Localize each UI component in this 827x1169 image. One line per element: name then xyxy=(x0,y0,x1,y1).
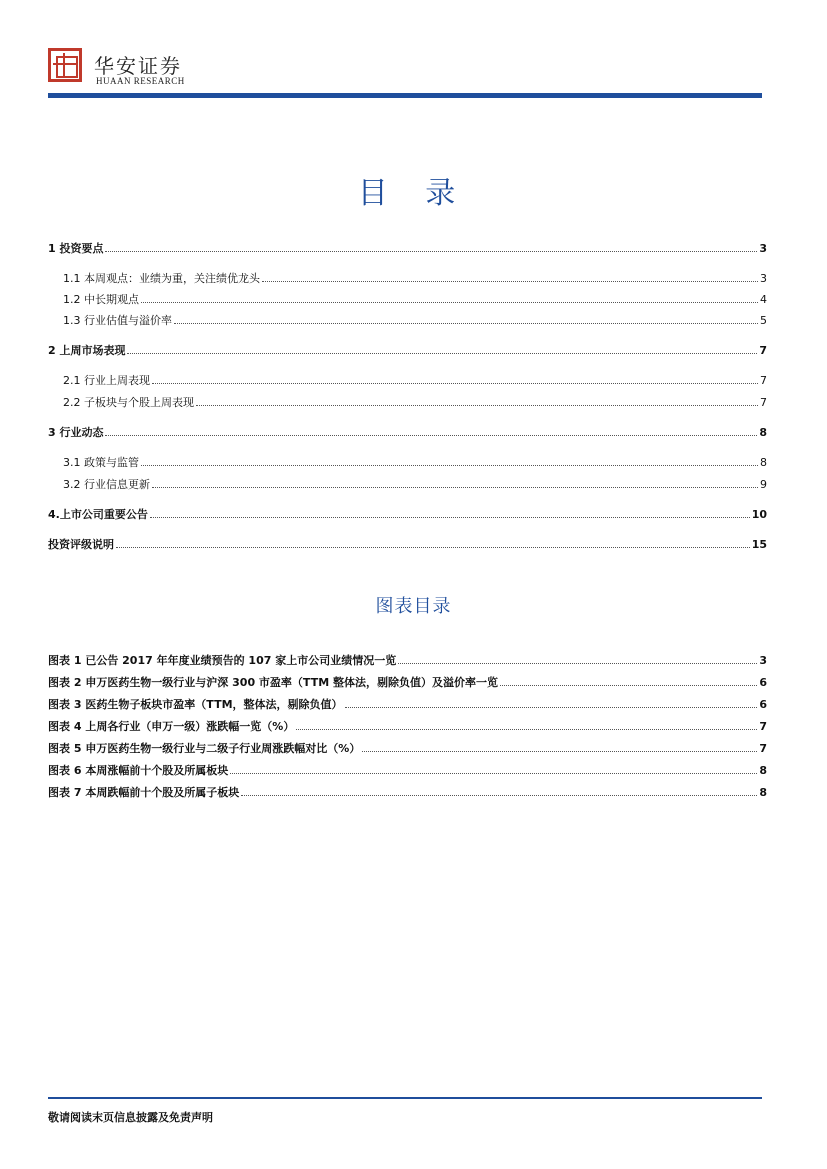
toc-entry-label: 1.3 行业估值与溢价率 xyxy=(63,314,172,327)
leader-dots xyxy=(362,751,757,752)
toc-entry-label: 3.2 行业信息更新 xyxy=(63,478,150,491)
leader-dots xyxy=(345,707,758,708)
figure-entry[interactable] xyxy=(48,763,767,779)
figure-entry-page: 6 xyxy=(759,676,767,689)
figure-entry[interactable] xyxy=(48,719,767,735)
toc-entry-label: 4.上市公司重要公告 xyxy=(48,508,148,521)
toc-title: 目 录 xyxy=(357,176,470,211)
leader-dots xyxy=(116,547,750,548)
toc-entry-page: 5 xyxy=(760,314,767,327)
leader-dots xyxy=(105,435,757,436)
figure-entry[interactable] xyxy=(48,653,767,669)
figure-entry-page: 7 xyxy=(759,742,767,755)
toc-entry-label: 2 上周市场表现 xyxy=(48,344,126,357)
toc-entry-label: 1.2 中长期观点 xyxy=(63,293,139,306)
leader-dots xyxy=(230,773,757,774)
toc-entry[interactable] xyxy=(48,425,767,441)
footer-disclaimer: 敬请阅读末页信息披露及免责声明 xyxy=(48,1111,213,1124)
huaan-logo-icon xyxy=(48,48,82,82)
leader-dots xyxy=(127,353,757,354)
figure-entry-label: 图表 1 已公告 2017 年年度业绩预告的 107 家上市公司业绩情况一览 xyxy=(48,654,397,667)
figure-entry-label: 图表 2 申万医药生物一级行业与沪深 300 市盈率（TTM 整体法，剔除负值）及溢价率一览 xyxy=(48,676,498,689)
toc-entry[interactable] xyxy=(48,343,767,359)
leader-dots xyxy=(262,281,758,282)
leader-dots xyxy=(241,795,757,796)
toc-entry[interactable] xyxy=(63,271,767,287)
toc-entry-page: 3 xyxy=(760,272,767,285)
leader-dots xyxy=(398,663,757,664)
toc-entry-label: 2.2 子板块与个股上周表现 xyxy=(63,396,194,409)
figure-entry[interactable] xyxy=(48,675,767,691)
toc-entry[interactable] xyxy=(63,395,767,411)
figure-entry-page: 3 xyxy=(759,654,767,667)
leader-dots xyxy=(105,251,757,252)
figure-entry-page: 6 xyxy=(759,698,767,711)
figure-entry-label: 图表 3 医药生物子板块市盈率（TTM，整体法，剔除负值） xyxy=(48,698,343,711)
toc-entry[interactable] xyxy=(63,292,767,308)
figure-entry[interactable] xyxy=(48,785,767,801)
leader-dots xyxy=(152,383,758,384)
brand-name-en: HUAAN RESEARCH xyxy=(96,76,185,86)
toc-entry[interactable] xyxy=(63,313,767,329)
toc-entry[interactable] xyxy=(63,455,767,471)
figure-entry-label: 图表 6 本周涨幅前十个股及所属板块 xyxy=(48,764,229,777)
toc-entry-label: 2.1 行业上周表现 xyxy=(63,374,150,387)
toc-entry[interactable] xyxy=(48,537,767,553)
leader-dots xyxy=(196,405,758,406)
toc-entry-page: 7 xyxy=(759,344,767,357)
leader-dots xyxy=(296,729,757,730)
footer-divider xyxy=(48,1097,762,1099)
toc-entry[interactable] xyxy=(48,241,767,257)
figure-entry-page: 7 xyxy=(759,720,767,733)
figure-entry-label: 图表 7 本周跌幅前十个股及所属子板块 xyxy=(48,786,240,799)
figure-entry-label: 图表 4 上周各行业（申万一级）涨跌幅一览（%） xyxy=(48,720,295,733)
toc-entry-page: 7 xyxy=(760,374,767,387)
toc-entry-page: 4 xyxy=(760,293,767,306)
toc-entry-page: 10 xyxy=(751,508,767,521)
header-divider xyxy=(48,93,762,98)
leader-dots xyxy=(150,517,750,518)
figures-title: 图表目录 xyxy=(375,596,452,617)
toc-entry-page: 15 xyxy=(751,538,767,551)
leader-dots xyxy=(141,465,758,466)
toc-entry[interactable] xyxy=(63,477,767,493)
toc-entry-page: 3 xyxy=(759,242,767,255)
figure-entry-page: 8 xyxy=(759,764,767,777)
figure-entry-page: 8 xyxy=(759,786,767,799)
toc-entry-page: 7 xyxy=(760,396,767,409)
figure-entry[interactable] xyxy=(48,741,767,757)
toc-entry[interactable] xyxy=(48,507,767,523)
report-header xyxy=(48,48,762,96)
toc-entry-label: 3.1 政策与监管 xyxy=(63,456,139,469)
toc-entry-page: 8 xyxy=(759,426,767,439)
toc-entry-label: 1.1 本周观点：业绩为重，关注绩优龙头 xyxy=(63,272,260,285)
toc-entry-label: 投资评级说明 xyxy=(48,538,114,551)
leader-dots xyxy=(500,685,757,686)
toc-entry-label: 1 投资要点 xyxy=(48,242,104,255)
toc-entry[interactable] xyxy=(63,373,767,389)
toc-entry-page: 8 xyxy=(760,456,767,469)
brand-name-cn: 华安证券 xyxy=(94,54,182,78)
leader-dots xyxy=(141,302,758,303)
toc-entry-page: 9 xyxy=(760,478,767,491)
toc-entry-label: 3 行业动态 xyxy=(48,426,104,439)
figure-entry-label: 图表 5 申万医药生物一级行业与二级子行业周涨跌幅对比（%） xyxy=(48,742,361,755)
leader-dots xyxy=(174,323,758,324)
leader-dots xyxy=(152,487,758,488)
figure-entry[interactable] xyxy=(48,697,767,713)
